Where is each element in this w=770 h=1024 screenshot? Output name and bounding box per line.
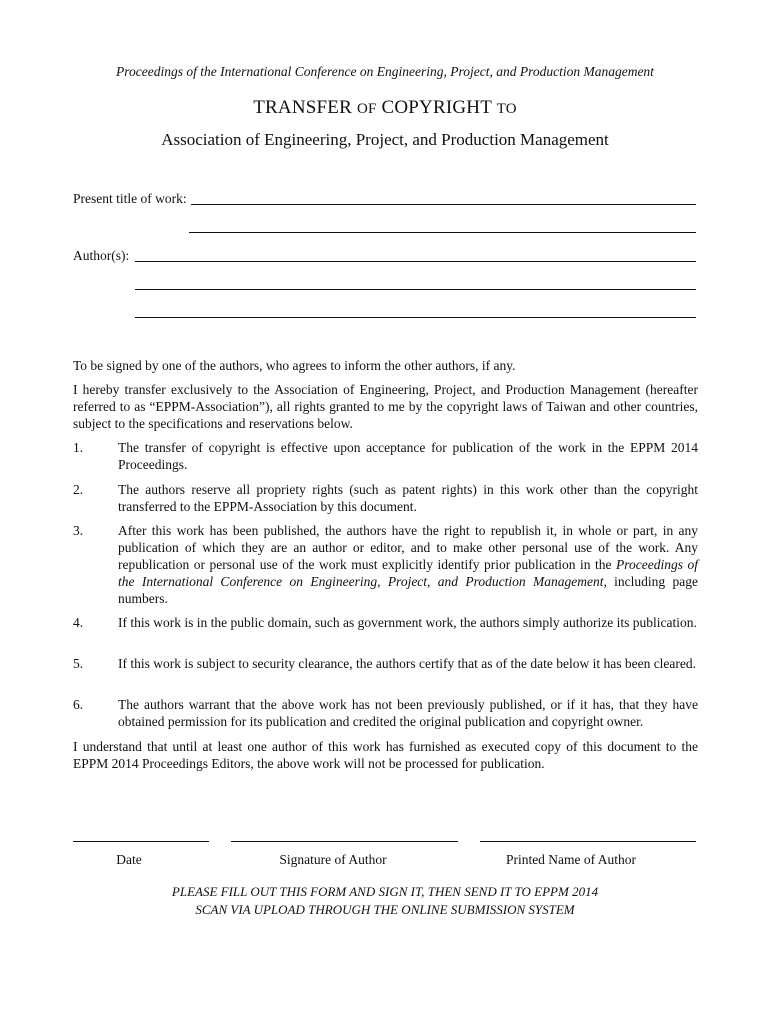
- proceedings-title: Proceedings of the International Conference on Engineering, Project, and Production Management: [118, 557, 699, 589]
- list-item: [73, 696, 698, 730]
- title-of-work-line-2[interactable]: [189, 232, 696, 233]
- transfer-statement: I hereby transfer exclusively to the Association of Engineering, Project, and Production Management (hereafter referred to as “EPPM-Association”), all rights granted to me by the copyright laws of Taiwan and other countries, subject to the specifications and reservations below.: [73, 382, 698, 431]
- item-text: The authors reserve all propriety rights (such as patent rights) in this work other than the copyright transferred to the EPPM-Association by this document.: [118, 482, 698, 514]
- item-number: 1.: [73, 440, 84, 455]
- signed-by-note: To be signed by one of the authors, who agrees to inform the other authors, if any.: [73, 358, 516, 373]
- authors-line-2[interactable]: [135, 289, 696, 290]
- signature-label: Signature of Author: [279, 852, 387, 867]
- item-text-before: After this work has been published, the authors have the right to republish it, in whole or part, in any publication of which they are an author or editor, and to make other personal use of the work. Any republication or personal use of the work must explicitly identify prior publication in the: [118, 523, 698, 572]
- title-of-work-label: Present title of work:: [73, 191, 187, 206]
- list-item: [73, 481, 698, 515]
- printed-name-line[interactable]: [480, 841, 696, 842]
- printed-name-label: Printed Name of Author: [505, 852, 637, 867]
- item-number: 4.: [73, 615, 84, 630]
- title-part-copyright: COPYRIGHT: [376, 97, 497, 118]
- title-part-to: TO: [496, 101, 517, 117]
- title-part-transfer: TRANSFER: [253, 97, 357, 118]
- item-text: [118, 522, 698, 607]
- item-text: The authors warrant that the above work has not been previously published, or if it has, that they have obtained permission for its publication and credited the original publication and copyright owner.: [118, 697, 698, 729]
- item-text: The transfer of copyright is effective upon acceptance for publication of the work in the EPPM 2014 Proceedings.: [118, 440, 698, 472]
- title-of-work-line-1[interactable]: [191, 204, 696, 205]
- list-item: [73, 614, 698, 648]
- authors-label: Author(s):: [73, 248, 130, 263]
- date-label: Date: [116, 852, 142, 867]
- item-number: 3.: [73, 523, 84, 538]
- item-number: 5.: [73, 656, 84, 671]
- item-number: 2.: [73, 482, 84, 497]
- document-subtitle: Association of Engineering, Project, and Production Management: [161, 130, 609, 149]
- conference-header: Proceedings of the International Conference on Engineering, Project, and Production Management: [116, 64, 654, 79]
- authors-line-3[interactable]: [135, 317, 696, 318]
- footer-instruction-line-1: PLEASE FILL OUT THIS FORM AND SIGN IT, THEN SEND IT TO EPPM 2014: [171, 884, 599, 899]
- signature-line[interactable]: [231, 841, 458, 842]
- document-title: [0, 97, 770, 119]
- item-text: If this work is subject to security clearance, the authors certify that as of the date below it has been cleared.: [118, 656, 697, 671]
- date-line[interactable]: [73, 841, 209, 842]
- list-item: [73, 655, 698, 689]
- item-text: If this work is in the public domain, such as government work, the authors simply authorize its publication.: [118, 615, 697, 630]
- item-text-after: , including page numbers.: [118, 574, 699, 606]
- closing-statement: I understand that until at least one author of this work has furnished as executed copy of this document to the EPPM 2014 Proceedings Editors, the above work will not be processed for publication.: [73, 739, 698, 771]
- title-part-of: OF: [356, 101, 377, 117]
- list-item: [73, 522, 698, 607]
- item-number: 6.: [73, 697, 84, 712]
- footer-instruction-line-2: SCAN VIA UPLOAD THROUGH THE ONLINE SUBMISSION SYSTEM: [195, 902, 575, 917]
- authors-line-1[interactable]: [135, 261, 696, 262]
- list-item: [73, 439, 698, 473]
